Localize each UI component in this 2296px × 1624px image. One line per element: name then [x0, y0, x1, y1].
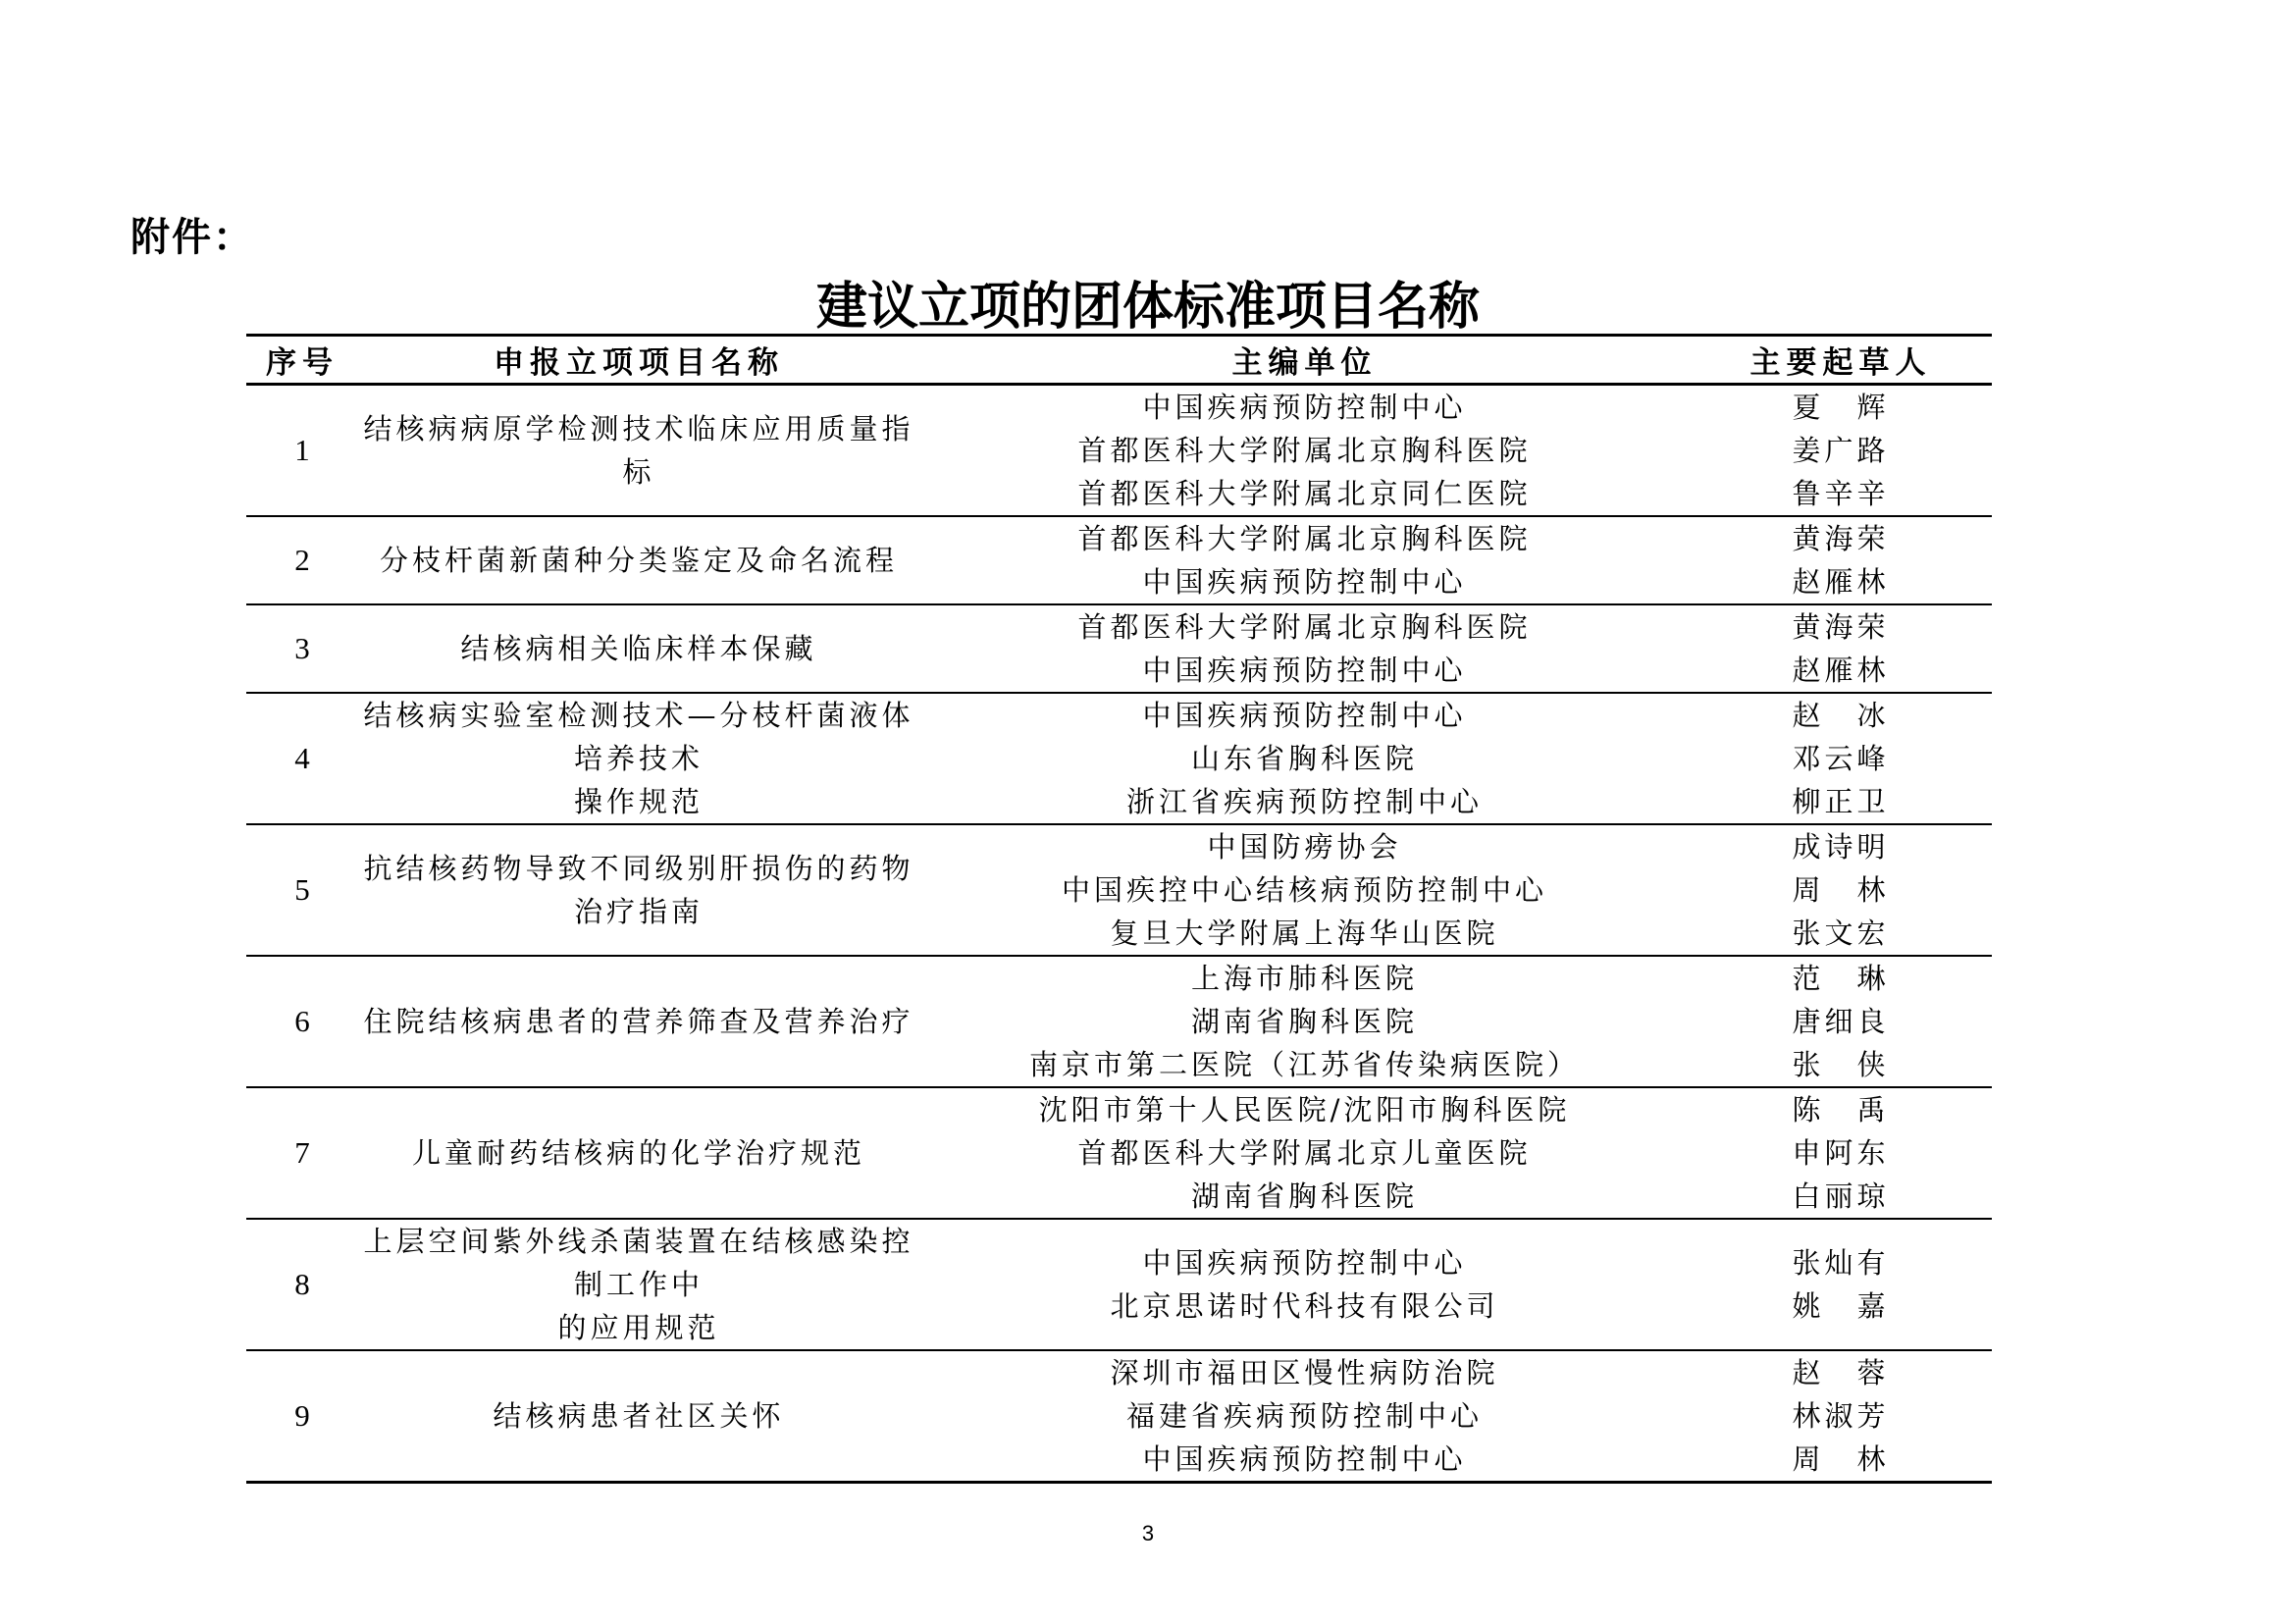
drafter-line: 姜广路 [1792, 434, 1890, 467]
project-name-line: 结核病实验室检测技术—分枝杆菌液体培养技术 [363, 699, 914, 775]
project-name-cell [358, 605, 919, 692]
drafter-cell [1690, 957, 1992, 1086]
lead-unit-line: 山东省胸科医院 [1190, 742, 1418, 775]
drafter-line: 邓云峰 [1792, 742, 1890, 775]
drafter-line: 柳正卫 [1792, 785, 1890, 818]
serial-number-cell: 6 [294, 1004, 310, 1038]
drafter-cell [1690, 517, 1992, 603]
project-name-cell [358, 517, 919, 603]
lead-unit-line: 首都医科大学附属北京胸科医院 [1077, 610, 1532, 644]
lead-unit-cell [919, 517, 1690, 603]
lead-unit-line: 沈阳市第十人民医院/沈阳市胸科医院 [1038, 1093, 1571, 1126]
project-name-cell [358, 1351, 919, 1481]
drafter-cell [1690, 694, 1992, 823]
serial-number-cell: 1 [294, 433, 310, 467]
lead-unit-line: 上海市肺科医院 [1190, 962, 1418, 995]
lead-unit-line: 中国疾病预防控制中心 [1142, 654, 1467, 687]
lead-unit-line: 中国疾控中心结核病预防控制中心 [1061, 873, 1547, 907]
lead-unit-line: 中国防痨协会 [1207, 830, 1402, 864]
drafter-line: 唐细良 [1792, 1005, 1890, 1038]
table-row [246, 1088, 1992, 1220]
project-name-cell [358, 1088, 919, 1218]
project-name-line: 住院结核病患者的营养筛查及营养治疗 [363, 1005, 914, 1038]
lead-unit-line: 中国疾病预防控制中心 [1142, 565, 1467, 599]
header-lead-unit: 主编单位 [1231, 345, 1378, 381]
page-number: 3 [1141, 1521, 1155, 1545]
project-table [246, 334, 1992, 1484]
lead-unit-line: 中国疾病预防控制中心 [1142, 391, 1467, 424]
drafter-cell [1690, 1351, 1992, 1481]
drafter-cell [1690, 605, 1992, 692]
lead-unit-line: 中国疾病预防控制中心 [1142, 699, 1467, 732]
project-name-cell [358, 825, 919, 955]
project-name-cell [358, 694, 919, 823]
table-header-row [246, 337, 1992, 386]
project-name-cell [358, 957, 919, 1086]
table-row [246, 386, 1992, 517]
serial-number-cell: 9 [294, 1398, 310, 1433]
table-body [246, 386, 1992, 1481]
header-main-drafter: 主要起草人 [1749, 345, 1932, 381]
drafter-line: 陈 禹 [1792, 1093, 1890, 1126]
lead-unit-cell [919, 1220, 1690, 1349]
drafter-line: 周 林 [1792, 873, 1890, 907]
table-row [246, 517, 1992, 605]
lead-unit-cell [919, 694, 1690, 823]
serial-number-cell: 4 [294, 741, 310, 775]
lead-unit-line: 中国疾病预防控制中心 [1142, 1442, 1467, 1476]
table-row [246, 1351, 1992, 1481]
lead-unit-cell [919, 386, 1690, 515]
drafter-line: 白丽琼 [1792, 1179, 1890, 1213]
drafter-line: 黄海荣 [1792, 522, 1890, 555]
lead-unit-cell [919, 1351, 1690, 1481]
project-name-line: 结核病患者社区关怀 [493, 1399, 785, 1433]
project-name-line: 抗结核药物导致不同级别肝损伤的药物治疗指南 [363, 852, 914, 928]
attachment-label: 附件： [130, 215, 254, 260]
lead-unit-line: 湖南省胸科医院 [1190, 1179, 1418, 1213]
drafter-line: 赵 蓉 [1792, 1356, 1890, 1389]
project-name-line: 儿童耐药结核病的化学治疗规范 [411, 1136, 865, 1170]
drafter-line: 鲁辛辛 [1792, 477, 1890, 510]
drafter-line: 申阿东 [1792, 1136, 1890, 1170]
document-title: 建议立项的团体标准项目名称 [815, 277, 1480, 337]
lead-unit-line: 南京市第二医院（江苏省传染病医院） [1028, 1048, 1580, 1081]
drafter-line: 范 琳 [1792, 962, 1890, 995]
serial-number-cell: 8 [294, 1267, 310, 1301]
drafter-line: 赵雁林 [1792, 565, 1890, 599]
lead-unit-line: 复旦大学附属上海华山医院 [1110, 917, 1499, 950]
drafter-line: 夏 辉 [1792, 391, 1890, 424]
lead-unit-line: 深圳市福田区慢性病防治院 [1110, 1356, 1499, 1389]
lead-unit-line: 福建省疾病预防控制中心 [1125, 1399, 1483, 1433]
project-name-line: 上层空间紫外线杀菌装置在结核感染控制工作中 [363, 1225, 914, 1301]
drafter-line: 林淑芳 [1792, 1399, 1890, 1433]
lead-unit-line: 首都医科大学附属北京胸科医院 [1077, 522, 1532, 555]
drafter-line: 张文宏 [1792, 917, 1890, 950]
lead-unit-line: 首都医科大学附属北京儿童医院 [1077, 1136, 1532, 1170]
table-row [246, 605, 1992, 694]
project-name-cell [358, 1220, 919, 1349]
project-name-line: 分枝杆菌新菌种分类鉴定及命名流程 [379, 544, 898, 577]
lead-unit-line: 北京思诺时代科技有限公司 [1110, 1289, 1499, 1323]
table-row [246, 694, 1992, 825]
serial-number-cell: 7 [294, 1135, 310, 1170]
drafter-line: 赵 冰 [1792, 699, 1890, 732]
drafter-cell [1690, 386, 1992, 515]
drafter-line: 黄海荣 [1792, 610, 1890, 644]
lead-unit-line: 中国疾病预防控制中心 [1142, 1246, 1467, 1280]
lead-unit-line: 湖南省胸科医院 [1190, 1005, 1418, 1038]
table-row [246, 1220, 1992, 1351]
project-name-line: 结核病相关临床样本保藏 [460, 632, 817, 665]
project-name-cell [358, 386, 919, 515]
drafter-line: 张 侠 [1792, 1048, 1890, 1081]
drafter-line: 赵雁林 [1792, 654, 1890, 687]
drafter-line: 张灿有 [1792, 1246, 1890, 1280]
header-project-name: 申报立项项目名称 [494, 345, 784, 381]
drafter-cell [1690, 1088, 1992, 1218]
project-name-line: 的应用规范 [557, 1311, 720, 1344]
lead-unit-cell [919, 1088, 1690, 1218]
lead-unit-line: 浙江省疾病预防控制中心 [1125, 785, 1483, 818]
lead-unit-line: 首都医科大学附属北京胸科医院 [1077, 434, 1532, 467]
drafter-line: 姚 嘉 [1792, 1289, 1890, 1323]
lead-unit-cell [919, 957, 1690, 1086]
lead-unit-line: 首都医科大学附属北京同仁医院 [1077, 477, 1532, 510]
lead-unit-cell [919, 605, 1690, 692]
lead-unit-cell [919, 825, 1690, 955]
drafter-cell [1690, 1220, 1992, 1349]
serial-number-cell: 2 [294, 543, 310, 577]
project-name-line: 操作规范 [573, 785, 704, 818]
drafter-cell [1690, 825, 1992, 955]
project-name-line: 结核病病原学检测技术临床应用质量指标 [363, 412, 914, 489]
table-row [246, 825, 1992, 957]
drafter-line: 周 林 [1792, 1442, 1890, 1476]
drafter-line: 成诗明 [1792, 830, 1890, 864]
serial-number-cell: 5 [294, 872, 310, 907]
header-serial-number: 序号 [266, 345, 339, 381]
serial-number-cell: 3 [294, 631, 310, 665]
table-row [246, 957, 1992, 1088]
